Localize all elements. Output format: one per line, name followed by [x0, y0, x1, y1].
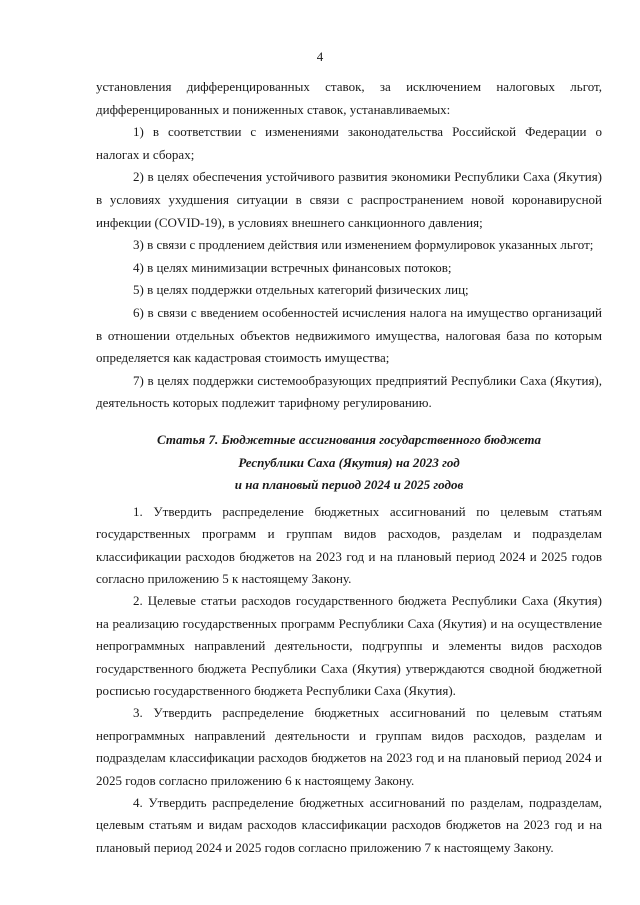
article-heading-line-2: Республики Саха (Якутия) на 2023 год [238, 454, 460, 470]
article-paragraph-3: 3. Утвердить распределение бюджетных ассигнований по целевым статьям непрограммных направлений деятельности и группам видов расходов, разделам и подразделам классификации расходов бюджетов на 2023 год и на плановый период 2024 и 2025 годов согласно приложению 6 к настоящему Закону. [96, 705, 602, 788]
article-heading-line-1: Статья 7. Бюджетные ассигнования государственного бюджета [156, 431, 542, 447]
article-heading-line-3: и на плановый период 2024 и 2025 годов [234, 477, 464, 493]
list-item-7: 7) в целях поддержки системообразующих предприятий Республики Саха (Якутия), деятельность которых подлежит тарифному регулированию. [96, 372, 602, 411]
list-item-2: 2) в целях обеспечения устойчивого развития экономики Республики Саха (Якутия) в условиях ухудшения ситуации в связи с распространением новой коронавирусной инфекции (COVID-19), в условиях внешнего санкционного давления; [96, 169, 602, 230]
page-number: 4 [316, 49, 324, 64]
list-item-1: 1) в соответствии с изменениями законодательства Российской Федерации о налогах и сборах; [96, 124, 602, 162]
article-paragraph-1: 1. Утвердить распределение бюджетных ассигнований по целевым статьям государственных программ и группам видов расходов, разделам и подразделам классификации расходов бюджетов на 2023 год и на плановый период 2024 и 2025 годов согласно приложению 5 к настоящему Закону. [96, 503, 602, 586]
list-item-5: 5) в целях поддержки отдельных категорий физических лиц; [133, 282, 469, 298]
article-paragraph-2: 2. Целевые статьи расходов государственного бюджета Республики Саха (Якутия) на реализацию государственных программ Республики Саха (Якутия) и на осуществление непрограммных направлений деятельности, подгруппы и элементы видов расходов государственного бюджета Республики Саха (Якутия) утверждаются сводной бюджетной росписью государственного бюджета Республики Саха (Якутия). [96, 593, 602, 698]
document-body [96, 76, 602, 859]
list-item-4: 4) в целях минимизации встречных финансовых потоков; [133, 259, 452, 275]
list-item-3: 3) в связи с продлением действия или изменением формулировок указанных льгот; [133, 237, 594, 253]
article-heading [96, 429, 602, 497]
article-paragraph-4: 4. Утвердить распределение бюджетных ассигнований по разделам, подразделам, целевым статьям и видам расходов классификации расходов бюджетов на 2023 год и на плановый период 2024 и 2025 годов согласно приложению 7 к настоящему Закону. [96, 794, 602, 855]
list-item-6: 6) в связи с введением особенностей исчисления налога на имущество организаций в отношении отдельных объектов недвижимого имущества, налоговая база по которым определяется как кадастровая стоимость имущества; [96, 304, 602, 366]
section-gap [96, 415, 602, 427]
paragraph-intro: установления дифференцированных ставок, за исключением налоговых льгот, дифференцированных и пониженных ставок, устанавливаемых: [96, 79, 602, 117]
